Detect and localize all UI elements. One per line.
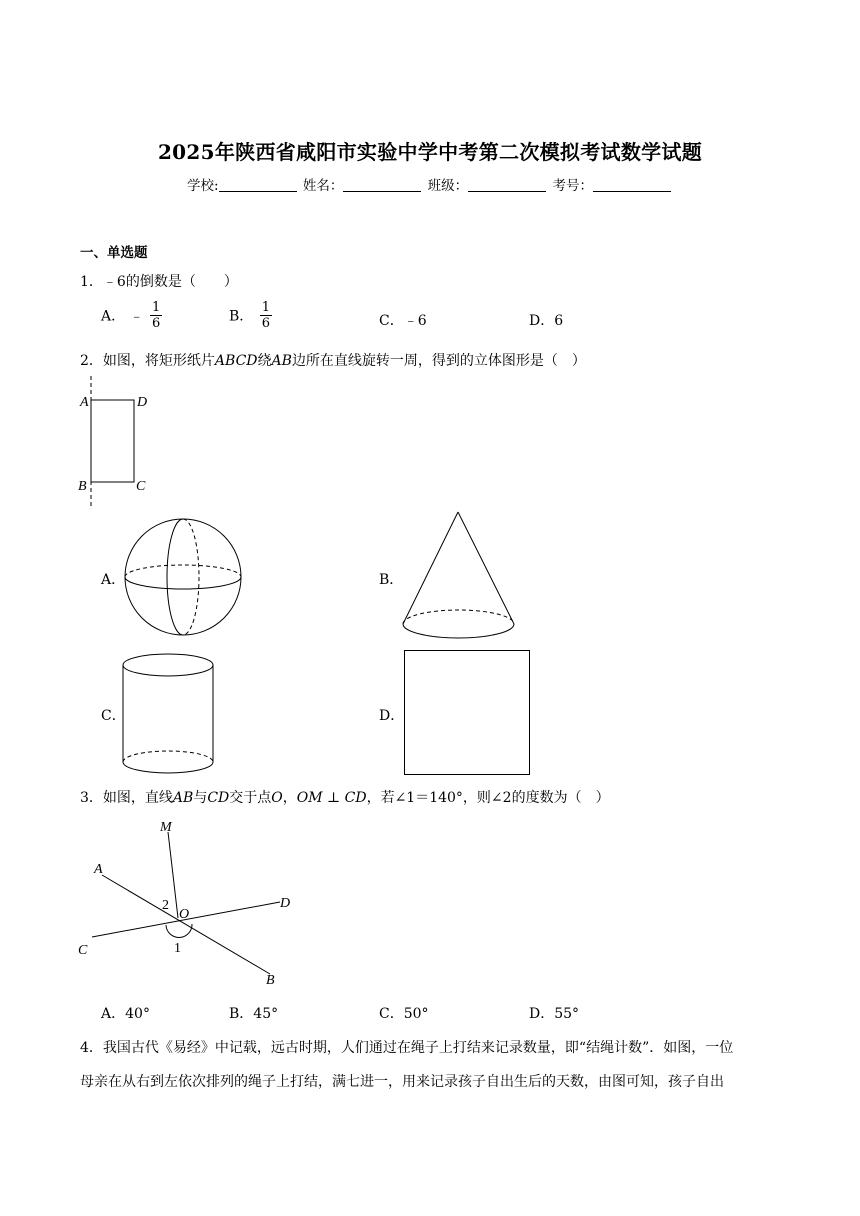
q1-b-denominator: 6 xyxy=(261,316,271,331)
q2-option-a-label[interactable]: A． xyxy=(101,572,126,588)
q1-option-d[interactable] xyxy=(529,310,563,330)
q1-option-a[interactable] xyxy=(101,300,162,331)
q2-stem xyxy=(80,350,586,370)
q3-text-4: ， xyxy=(282,790,297,806)
page-title: 2025年陕西省咸阳市实验中学中考第二次模拟考试数学试题 xyxy=(157,140,703,164)
q4-text-1: 我国古代《易经》中记载，远古时期，人们通过在绳子上打结来记录数量，即“结绳计数”．如图，一位 xyxy=(102,1040,734,1056)
label-d: D xyxy=(137,395,148,410)
label-c: C xyxy=(136,479,146,494)
q3-option-b[interactable] xyxy=(229,1003,278,1023)
sphere-meridian-back xyxy=(183,519,199,635)
q3-text-1: 如图，直线 xyxy=(102,790,173,806)
cone-base-front xyxy=(403,624,514,638)
q3-line-cd: CD xyxy=(207,790,230,806)
q3-point-o: O xyxy=(271,790,283,806)
q1-a-numerator: 1 xyxy=(152,300,161,315)
rectangle-abcd xyxy=(91,400,134,482)
cone-figure[interactable] xyxy=(398,508,520,646)
q2-option-d-label[interactable]: D． xyxy=(379,708,405,724)
cone-base-back xyxy=(403,610,514,624)
label-o: O xyxy=(179,907,190,922)
label-angle-1: 1 xyxy=(174,941,181,956)
sphere-figure[interactable] xyxy=(120,515,246,641)
q3-intersecting-lines-figure xyxy=(70,812,310,992)
sphere-equator-front xyxy=(125,577,241,589)
q3-number: 3． xyxy=(80,790,103,806)
q2-axis-name: AB xyxy=(271,353,292,369)
square-figure[interactable] xyxy=(402,648,532,778)
q2-rect-name: ABCD xyxy=(214,353,258,369)
exam-no-label: 考号： xyxy=(552,178,593,194)
q2-number: 2． xyxy=(80,353,103,369)
name-label: 姓名： xyxy=(302,178,344,194)
q1-b-fraction xyxy=(260,300,272,331)
q1-a-label: A． xyxy=(101,308,126,325)
q1-a-fraction xyxy=(150,300,162,331)
q3-a-label: A． xyxy=(101,1006,126,1022)
q3-option-c[interactable] xyxy=(379,1003,429,1023)
q4-number: 4． xyxy=(80,1040,103,1056)
school-label: 学校: xyxy=(187,178,219,194)
q1-option-b[interactable] xyxy=(229,300,272,331)
q3-text-5: ，若∠1＝140°，则∠2的度数为（ ） xyxy=(366,790,610,806)
label-m: M xyxy=(160,820,172,835)
cylinder-figure[interactable] xyxy=(118,650,220,778)
q2-option-c-label[interactable]: C． xyxy=(101,708,126,724)
q1-c-text: ﹣6 xyxy=(403,313,427,329)
q3-text-3: 交于点 xyxy=(229,790,272,806)
q1-b-label: B． xyxy=(229,308,254,325)
sphere-equator-back xyxy=(125,565,241,577)
q1-a-sign: ﹣ xyxy=(129,308,144,325)
q2-text-2: 绕 xyxy=(257,353,272,369)
q3-text-2: 与 xyxy=(193,790,208,806)
q3-stem xyxy=(80,787,610,807)
q3-d-text: 55° xyxy=(554,1006,580,1022)
student-info-line xyxy=(0,174,860,194)
q2-text-1: 如图，将矩形纸片 xyxy=(102,353,215,369)
q1-text: ﹣6的倒数是（ ） xyxy=(102,274,238,290)
q3-perpendicular: OM ⊥ CD xyxy=(296,790,367,806)
cylinder-base-front xyxy=(123,762,213,773)
q1-d-text: 6 xyxy=(554,313,564,329)
q2-option-b-label[interactable]: B． xyxy=(379,572,404,588)
q3-option-d[interactable] xyxy=(529,1003,579,1023)
q3-b-label: B． xyxy=(229,1006,254,1022)
q1-stem xyxy=(80,271,238,291)
school-blank[interactable] xyxy=(219,178,297,192)
q3-d-label: D． xyxy=(529,1006,555,1022)
q3-line-ab: AB xyxy=(172,790,194,806)
label-c: C xyxy=(78,943,88,958)
q1-option-c[interactable] xyxy=(379,310,427,330)
cone-right-edge xyxy=(458,512,514,624)
q1-number: 1． xyxy=(80,274,103,290)
label-d: D xyxy=(280,896,291,911)
line-ab xyxy=(102,875,270,974)
class-blank[interactable] xyxy=(468,178,546,192)
section-title: 一、单选题 xyxy=(80,245,148,261)
q4-line-1 xyxy=(80,1037,733,1057)
name-blank[interactable] xyxy=(343,178,421,192)
q3-option-a[interactable] xyxy=(101,1003,150,1023)
label-b: B xyxy=(78,479,87,494)
cylinder-top xyxy=(123,654,213,676)
q3-c-label: C． xyxy=(379,1006,404,1022)
q1-d-label: D． xyxy=(529,313,555,329)
q1-b-numerator: 1 xyxy=(261,300,271,315)
ray-om xyxy=(168,832,178,918)
label-b: B xyxy=(266,973,275,988)
class-label: 班级： xyxy=(427,178,469,194)
q2-text-3: 边所在直线旋转一周，得到的立体图形是（ ） xyxy=(291,353,586,369)
cone-left-edge xyxy=(403,512,458,624)
label-angle-2: 2 xyxy=(162,898,169,913)
q3-b-text: 45° xyxy=(253,1006,279,1022)
exam-no-blank[interactable] xyxy=(593,178,671,192)
q3-a-text: 40° xyxy=(125,1006,150,1022)
cylinder-base-back xyxy=(123,751,213,762)
sphere-meridian-front xyxy=(167,519,183,635)
label-a: A xyxy=(80,395,89,410)
q3-c-text: 50° xyxy=(403,1006,429,1022)
label-a: A xyxy=(94,862,103,877)
sphere-outline xyxy=(125,519,241,635)
q1-a-denominator: 6 xyxy=(152,316,161,331)
square-outline xyxy=(405,651,530,775)
q4-line-2: 母亲在从右到左依次排列的绳子上打结，满七进一，用来记录孩子自出生后的天数，由图可知，孩子自出 xyxy=(80,1074,724,1090)
q1-c-label: C． xyxy=(379,313,404,329)
q2-rectangle-figure xyxy=(70,370,160,510)
